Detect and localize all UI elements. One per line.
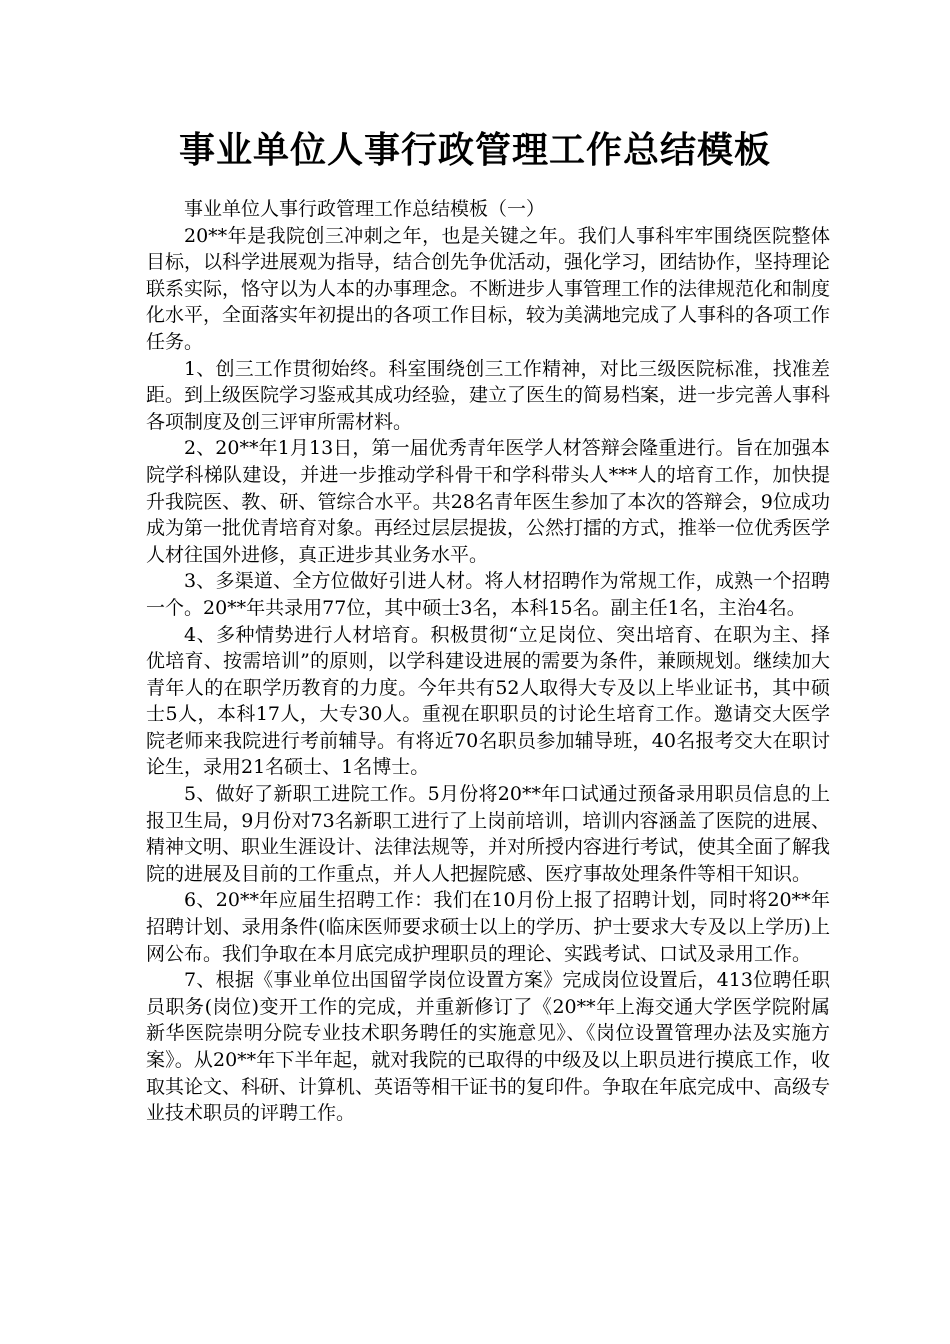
document-body xyxy=(146,196,830,1127)
paragraph-item-6: 6、20**年应届生招聘工作：我们在10月份上报了招聘计划，同时将20**年招聘计划、录用条件(临床医师要求硕士以上的学历、护士要求大专及以上学历)上网公布。我们争取在本月底完成护理职员的理论、实践考试、口试及录用工作。 xyxy=(146,889,830,965)
paragraph-item-5: 5、做好了新职工进院工作。5月份将20**年口试通过预备录用职员信息的上报卫生局，9月份对73名新职工进行了上岗前培训，培训内容涵盖了医院的进展、精神文明、职业生涯设计、法律法规等，并对所授内容进行考试，使其全面了解我院的进展及目前的工作重点，并人人把握院感、医疗事故处理条件等相干知识。 xyxy=(146,783,831,885)
document-title: 事业单位人事行政管理工作总结模板 xyxy=(178,130,771,171)
paragraph-item-4: 4、多种情势进行人材培育。积极贯彻“立足岗位、突出培育、在职为主、择优培育、按需培训”的原则，以学科建设进展的需要为条件，兼顾规划。继续加大青年人的在职学历教育的力度。今年共有52人取得大专及以上毕业证书，其中硕士5人，本科17人，大专30人。重视在职职员的讨论生培育工作。邀请交大医学院老师来我院进行考前辅导。有将近70名职员参加辅导班，40名报考交大在职讨论生，录用21名硕士、1名博士。 xyxy=(146,623,830,779)
paragraph-item-2: 2、20**年1月13日，第一届优秀青年医学人材答辩会隆重进行。旨在加强本院学科梯队建设，并进一步推动学科骨干和学科带头人***人的培育工作，加快提升我院医、教、研、管综合水平。共28名青年医生参加了本次的答辩会，9位成功成为第一批优青培育对象。再经过层层提拔，公然打擂的方式，推举一位优秀医学人材往国外进修，真正进步其业务水平。 xyxy=(146,437,831,566)
section-heading: 事业单位人事行政管理工作总结模板（一） xyxy=(184,198,546,220)
paragraph-item-7: 7、根据《事业单位出国留学岗位设置方案》完成岗位设置后，413位聘任职员职务(岗位)变开工作的完成，并重新修订了《20**年上海交通大学医学院附属新华医院崇明分院专业技术职务聘任的实施意见》、《岗位设置管理办法及实施方案》。从20**年下半年起，就对我院的已取得的中级及以上职员进行摸底工作，收取其论文、科研、计算机、英语等相干证书的复印件。争取在年底完成中、高级专业技术职员的评聘工作。 xyxy=(146,969,831,1125)
paragraph-intro: 20**年是我院创三冲刺之年，也是关键之年。我们人事科牢牢围绕医院整体目标，以科学进展观为指导，结合创先争优活动，强化学习，团结协作，坚持理论联系实际，恪守以为人本的办事理念。不断进步人事管理工作的法律规范化和制度化水平，全面落实年初提出的各项工作目标，较为美满地完成了人事科的各项工作任务。 xyxy=(146,224,831,353)
paragraph-item-1: 1、创三工作贯彻始终。科室围绕创三工作精神，对比三级医院标准，找准差距。到上级医院学习鉴戒其成功经验，建立了医生的简易档案，进一步完善人事科各项制度及创三评审所需材料。 xyxy=(146,357,831,433)
paragraph-item-3: 3、多渠道、全方位做好引进人材。将人材招聘作为常规工作，成熟一个招聘一个。20**年共录用77位，其中硕士3名，本科15名。副主任1名，主治4名。 xyxy=(146,570,830,619)
